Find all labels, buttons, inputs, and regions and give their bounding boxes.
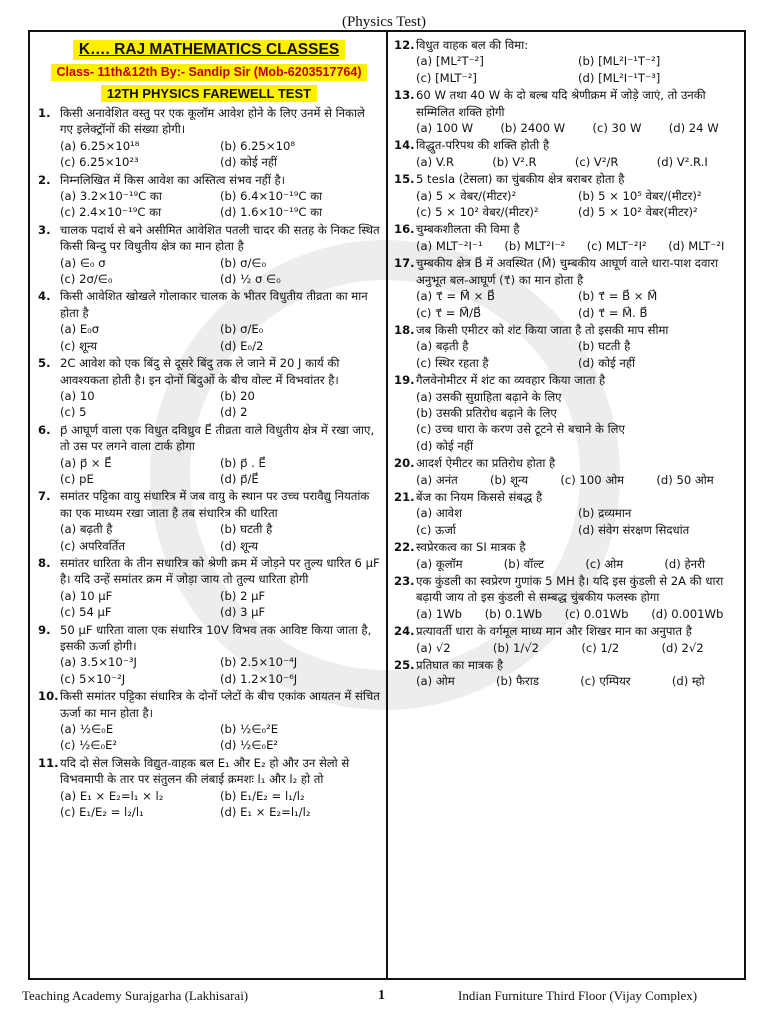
question-item [394,137,740,170]
answer-option: (a) √2 [416,640,451,655]
answer-option: (b) σ/E₀ [220,322,264,337]
question-item [38,288,380,354]
answer-option: (c) अपरिवर्तित [60,538,125,553]
option-list [394,188,740,221]
answer-option: (d) 0.001Wb [651,606,724,621]
answer-option: (a) ओम [416,674,455,689]
question-number: 6. [38,422,51,437]
question-number: 23. [394,574,415,588]
question-item [394,221,740,254]
question-text-row [394,539,740,555]
answer-option: (d) संवेग संरक्षण सिदधांत [578,522,690,537]
answer-option: (c) 5×10⁻²J [60,671,126,686]
option-list [38,455,380,488]
answer-option: (b) 6.25×10⁸ [220,138,296,153]
question-text-row [38,222,380,255]
question-item [394,573,740,622]
question-number: 12. [394,38,415,52]
answer-option: (d) 2 [220,405,248,420]
question-number: 25. [394,658,415,673]
answer-option: (c) E₁/E₂ = l₂/l₁ [60,805,144,820]
question-item [394,657,740,690]
answer-option: (a) बढ़ती है [60,522,113,537]
question-text-row [394,489,740,505]
question-text-row [394,455,740,471]
answer-option: (c) 100 ओम [560,472,625,487]
question-item [394,489,740,538]
question-number: 9. [38,622,51,637]
question-text-row [38,755,380,788]
answer-option: (b) वॉल्ट [503,556,545,571]
answer-option: (c) एम्पियर [580,674,631,689]
question-item [38,355,380,421]
answer-option: (b) द्रव्यमान [578,506,632,521]
answer-option: (a) τ⃗ = M⃗ × B⃗ [416,289,495,304]
answer-option: (c) शून्य [60,338,98,353]
question-text: समांतर धारिता के तीन सधारित्र को श्रेणी क्रम में जोड़ने पर तुल्य धारित 6 μF है। यदि उन्हें समांतर क्रम में जोड़ा जाय तो तुल्य धारिता होगी [60,555,380,587]
answer-option: (d) 1.6×10⁻¹⁹C का [220,205,323,220]
answer-option: (c) pE [60,471,94,486]
option-list [394,556,740,572]
answer-option: (c) 1/2 [581,640,620,655]
question-text-row [38,488,380,521]
question-number: 16. [394,222,415,237]
question-text: यदि दो सेल जिसके विद्युत-वाहक बल E₁ और E₂ हो और उन सेलो से विभवमापी के तार पर संतुलन की लंबाई क्रमशः l₁ और l₂ हो तो [60,755,350,787]
question-number: 5. [38,356,51,371]
question-number: 7. [38,489,51,504]
question-text-row [38,105,380,138]
question-number: 10. [38,689,59,704]
question-text-row [38,555,380,588]
footer-right: Indian Furniture Third Floor (Vijay Complex) [458,988,698,1003]
answer-option: (d) 3 μF [220,605,266,620]
question-item [38,555,380,621]
answer-option: (a) 3.2×10⁻¹⁹C का [60,189,162,204]
answer-option: (a) आवेश [416,506,463,521]
question-text: आदर्श ऐमीटर का प्रतिरोध होता है [416,456,556,471]
answer-option: (c) [MLT⁻²] [416,70,477,85]
answer-option: (d) ½∈₀E² [220,738,279,753]
question-number: 11. [38,755,59,770]
answer-option: (d) शून्य [220,538,259,553]
question-text-row [394,221,740,237]
answer-option: (d) V².R.I [656,154,708,169]
answer-option: (b) τ⃗ = B⃗ × M⃗ [578,289,658,304]
question-number: 20. [394,456,415,471]
option-list [38,788,380,821]
option-list [38,255,380,288]
question-number: 24. [394,624,415,639]
question-text: 2C आवेश को एक बिंदु से दूसरे बिंदु तक ले जाने में 20 J कार्य की आवश्यकता होती है। इन दोनों बिंदुओं के बीच वोल्ट में विभवांतर है। [60,356,340,387]
answer-option: (b) 2400 W [500,121,566,136]
option-list [394,120,740,136]
question-text-row [394,137,740,153]
answer-option: (d) 24 W [668,121,719,136]
answer-option: (a) [ML²T⁻²] [416,54,484,69]
answer-option: (b) घटती है [220,522,273,537]
option-list [394,472,740,488]
answer-option: (b) उसकी प्रतिरोध बढ़ाने के लिए [416,405,557,420]
option-list [394,389,740,455]
question-text-row [394,87,740,120]
right-question-list [394,37,740,690]
answer-option: (c) उच्च धारा के करण उसे टूटने से बचाने के लिए [416,422,625,437]
option-list [394,640,740,656]
answer-option: (c) 2σ/∈₀ [60,272,113,287]
question-number: 19. [394,373,415,388]
answer-option: (d) म्हो [671,674,705,689]
question-item [394,255,740,321]
option-list [38,188,380,221]
answer-option: (a) ½∈₀E [60,722,114,737]
question-text: चुम्बकशीलता की विमा है [416,222,520,237]
answer-option: (a) E₁ × E₂=l₁ × l₂ [60,788,164,803]
question-text: किसी अनावेशित वस्तु पर एक कूलॉम आवेश होने के लिए उनमें से निकाले गए इलेक्ट्रॉनों की संख्या होगी। [60,106,365,137]
question-number: 22. [394,540,415,555]
answer-option: (d) [ML²I⁻¹T⁻³] [578,70,661,85]
answer-option: (c) 5 [60,405,87,420]
answer-option: (c) 30 W [592,121,642,136]
question-text-row [38,422,380,455]
question-number: 3. [38,222,51,237]
answer-option: (b) 2.5×10⁻⁴J [220,655,298,670]
question-number: 1. [38,106,51,120]
option-list [38,721,380,754]
question-text: स्वप्रेरकत्व का SI मात्रक है [416,540,526,555]
question-number: 2. [38,172,51,187]
answer-option: (b) ½∈₀²E [220,722,279,737]
answer-option: (c) 5 × 10² वेबर/(मीटर)² [416,205,539,220]
left-question-list [38,105,380,820]
answer-option: (d) 1.2×10⁻⁶J [220,671,298,686]
question-text: जब किसी एमीटर को शंट किया जाता है तो इसकी माप सीमा [416,322,669,337]
question-text: चुम्बकीय क्षेत्र B⃗ में अवस्थित (M⃗) चुम्बकीय आघूर्ण वाले धारा-पाश दवारा अनुभूत बल-आघूर्ण (τ⃗) का मान होता है [416,256,719,287]
footer-left: Teaching Academy Surajgarha (Lakhisarai) [22,988,249,1003]
answer-option: (a) 6.25×10¹⁸ [60,138,140,153]
answer-option: (d) E₁ × E₂=l₁/l₂ [220,805,311,820]
question-number: 18. [394,322,415,337]
answer-option: (c) 2.4×10⁻¹⁹C का [60,205,162,220]
question-item [394,539,740,572]
answer-option: (b) σ/∈₀ [220,255,267,270]
answer-option: (d) 5 × 10² वेबर(मीटर)² [578,205,698,220]
question-text-row [394,171,740,187]
answer-option: (d) MLT⁻²I [668,238,725,253]
question-item [38,172,380,221]
question-item [38,222,380,288]
question-item [38,488,380,554]
question-text: विद्धुत-परिपथ की शक्ति होती है [416,138,550,153]
answer-option: (a) 3.5×10⁻³J [60,655,137,670]
answer-option: (b) MLT²I⁻² [504,238,566,253]
answer-option: (d) कोई नहीं [220,155,277,170]
answer-option: (a) 100 W [416,121,474,136]
question-item [38,622,380,688]
answer-option: (d) E₀/2 [220,338,264,353]
page-number: 1 [378,988,385,1003]
question-text-row [394,255,740,288]
question-text: समांतर पट्टिका वायु संधारित्र में जब वायु के स्थान पर उच्च परावैद्यु नियतांक का एक माध्यम रखा जाता है तब संधारित्र की धारिता [60,489,370,520]
question-text: चालक पदार्थ से बने असीमित आवेशित पतली चादर की सतह के निकट स्थित किसी बिन्दु पर विधुतीय क्षेत्र का मान होता है [60,222,380,254]
question-item [394,37,740,86]
option-list [394,154,740,170]
question-item [38,688,380,754]
institute-name: K…. RAJ MATHEMATICS CLASSES [73,40,345,60]
answer-option: (b) 5 × 10⁵ वेबर/(मीटर)² [578,188,702,203]
answer-option: (c) 6.25×10²³ [60,155,139,170]
question-text: गैलवेनोमीटर में शंट का व्यवहार किया जाता है [416,373,606,388]
answer-option: (a) उसकी सुग्राहिता बढ़ाने के लिए [416,389,562,404]
answer-option: (a) 1Wb [416,606,463,621]
question-text: प्रतिघात का मात्रक है [416,658,504,673]
question-number: 15. [394,172,415,187]
option-list [394,238,740,254]
question-text: 50 μF धारिता वाला एक संधारित्र 10V विभव तक आविष्ट किया जाता है, इसकी ऊर्जा होगी। [60,622,372,653]
option-list [394,606,740,622]
question-number: 13. [394,88,415,103]
answer-option: (a) 5 × वेबर/(मीटर)² [416,188,517,203]
question-item [394,322,740,371]
option-list [394,673,740,689]
question-text-row [394,573,740,606]
question-item [394,623,740,656]
question-item [394,171,740,220]
question-item [394,87,740,136]
question-number: 4. [38,289,51,304]
page-title: (Physics Test) [341,14,427,30]
answer-option: (b) 6.4×10⁻¹⁹C का [220,189,323,204]
question-text: 60 W तथा 40 W के दो बल्ब यदि श्रेणीक्रम में जोड़े जाएं, तो उनकी सम्मिलित शक्ति होगी [416,88,706,119]
question-text: प्रत्यावर्ती धारा के वर्गमूल माध्य मान और शिखर मान का अनुपात है [416,624,692,639]
question-text-row [394,372,740,388]
question-text: निम्नलिखित में किस आवेश का अस्तित्व संभव नहीं है। [60,172,286,187]
answer-option: (b) V².R [492,154,537,169]
question-text: 5 tesla (टेसला) का चुंबकीय क्षेत्र बराबर होता है [416,172,625,187]
answer-option: (d) कोई नहीं [416,438,473,453]
answer-option: (d) 2√2 [661,640,704,655]
question-item [394,372,740,454]
question-item [38,755,380,821]
answer-option: (b) घटती है [578,339,631,354]
option-list [38,521,380,554]
option-list [38,321,380,354]
answer-option: (b) 1/√2 [492,640,540,655]
option-list [38,388,380,421]
answer-option: (a) MLT⁻²I⁻¹ [416,238,483,253]
question-number: 17. [394,256,415,271]
answer-option: (a) 10 [60,388,95,403]
answer-option: (c) ऊर्जा [416,522,456,537]
answer-option: (a) 10 μF [60,588,113,603]
answer-option: (b) 20 [220,388,255,403]
answer-option: (d) τ⃗ = M⃗. B⃗ [578,305,648,320]
question-text: बेंज का नियम किससे संबद्ध है [416,489,543,504]
answer-option: (a) p⃗ × E⃗ [60,455,112,470]
option-list [394,53,740,86]
left-column [38,36,380,820]
question-text-row [38,688,380,721]
option-list [38,138,380,171]
question-item [38,105,380,171]
answer-option: (c) V²/R [574,154,619,169]
answer-option: (c) ओम [585,556,624,571]
question-text: किसी समांतर पट्टिका संधारित्र के दोनों प्लेटों के बीच एकांक आयतन में संचित ऊर्जा का मान होता है। [60,689,380,720]
answer-option: (d) 50 ओम [656,472,714,487]
answer-option: (b) 0.1Wb [484,606,543,621]
question-text-row [38,172,380,188]
answer-option: (a) V.R [416,154,455,169]
question-item [38,422,380,488]
question-number: 8. [38,555,51,570]
answer-option: (b) p⃗ . E⃗ [220,455,266,470]
question-text-row [38,355,380,388]
answer-option: (c) MLT⁻²I² [586,238,647,253]
question-text-row [394,623,740,639]
answer-option: (a) E₀σ [60,322,100,337]
test-name: 12TH PHYSICS FAREWELL TEST [101,85,317,102]
option-list [394,338,740,371]
answer-option: (d) हेनरी [664,556,705,571]
answer-option: (a) ∈₀ σ [60,255,106,270]
answer-option: (a) कूलॉम [416,556,463,571]
answer-option: (d) ½ σ ∈₀ [220,272,281,287]
class-line: Class- 11th&12th By:- Sandip Sir (Mob-6203517764) [51,64,368,81]
answer-option: (b) 2 μF [220,588,266,603]
question-text: विधुत वाहक बल की विमा: [416,38,529,52]
question-number: 14. [394,138,415,153]
answer-option: (d) p⃗/E⃗ [220,471,259,486]
question-item [394,455,740,488]
answer-option: (b) फैराड [495,674,539,689]
right-column [394,36,740,690]
option-list [38,654,380,687]
question-text-row [394,322,740,338]
answer-option: (c) τ⃗ = M⃗/B⃗ [416,305,482,320]
answer-option: (c) स्थिर रहता है [416,355,489,370]
question-text: p⃗ आघूर्ण वाला एक विधुत दविध्रुव E⃗ तीव्रता वाले विधुतीय क्षेत्र में रखा जाए, तो उस पर लगने वाला टार्क होगा [60,422,375,454]
answer-option: (c) 0.01Wb [564,606,629,621]
answer-option: (a) अनंत [416,472,458,487]
question-text-row [394,37,740,53]
question-text: किसी आवेशित खोखले गोलाकार चालक के भीतर विधुतीय तीव्रता का मान होता है [60,289,368,320]
answer-option: (d) कोई नहीं [578,355,635,370]
question-number: 21. [394,489,415,504]
option-list [394,288,740,321]
option-list [394,505,740,538]
answer-option: (b) E₁/E₂ = l₁/l₂ [220,788,305,803]
option-list [38,588,380,621]
question-text: एक कुंडली का स्वप्रेरण गुणांक 5 MH है। यदि इस कुंडली से 2A की धारा बढ़ायी जाय तो इस कुंडली से सम्बद्ध चुंबकीय फलस्क होगा [416,574,724,605]
answer-option: (c) ½∈₀E² [60,738,118,753]
answer-option: (a) बढ़ती है [416,339,469,354]
answer-option: (b) [ML²I⁻¹T⁻²] [578,54,661,69]
question-text-row [38,622,380,655]
question-text-row [38,288,380,321]
question-text-row [394,657,740,673]
answer-option: (c) 54 μF [60,605,112,620]
answer-option: (b) शून्य [490,472,529,487]
